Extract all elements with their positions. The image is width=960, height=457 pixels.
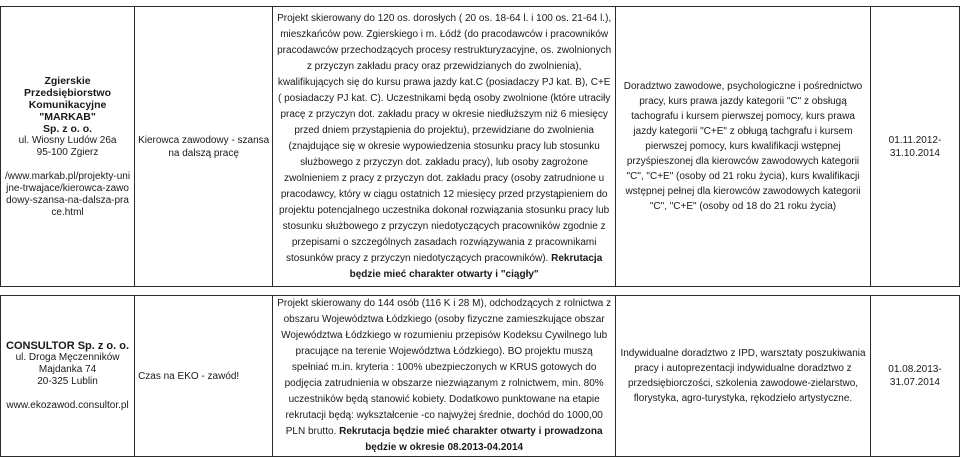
organization-postcode-city: 95-100 Zgierz [36,146,99,158]
support-forms-cell: Doradztwo zawodowe, psychologiczne i pośrednictwo pracy, kurs prawa jazdy kategorii "C" z obsługą tachografu i kursem pierwszej pomocy, kurs prawa jazdy kategorii "C+E" z obługą tachgrafu i kursem pierwszej pomocy, kurs kwalifikacji wstępnej przyśpieszonej dla kierowców zawodowych kategorii "C", "C+E" (osoby od 21 roku życia), kurs kwalifikacji wstępnej pełnej dla kierowców zawodowych kategorii "C", "C+E" (osoby od 18 do 21 roku życia) [616,7,871,287]
organization-name [4,340,131,352]
project-description: Projekt skierowany do 144 osób (116 K i 28 M), odchodzących z rolnictwa z obszaru Województwa Łódzkiego (osoby fizyczne zamieszkujące obszar Województwa Łódzkiego w rozumieniu przepisów Kodeksu Cywilnego lub pracujące na terenie Województwa Łódzkiego). BO projektu muszą spełniać m.in. kryteria : 100% ubezpieczonych w KRUS gotowych do podjęcia zatrudnienia w obszarze niezwiązanym z rolnictwem, min. 80% uczestników będą stanowić kobiety. Dodatkowo punktowane na etapie rekrutacji będą: wykształcenie -co najwyżej średnie, dochód do 1000,00 PLN brutto. [277,298,612,437]
organization-cell [1,296,135,457]
project-period-cell: 01.08.2013-31.07.2014 [870,296,959,457]
recruitment-note: Rekrutacja będzie mieć charakter otwarty i "ciągły" [349,252,603,280]
organization-website-link[interactable]: www.ekozawod.consultor.pl [6,400,129,411]
table-row [1,296,960,457]
organization-street-line2: Majdanka 74 [38,364,97,375]
project-table-row-consultor [0,295,960,457]
project-period-cell: 01.11.2012-31.10.2014 [870,7,959,287]
organization-postcode-city: 20-325 Lublin [37,376,98,387]
recruitment-note: Rekrutacja będzie mieć charakter otwarty i prowadzona będzie w okresie 08.2013-04.2014 [339,426,603,453]
project-title-cell: Czas na EKO - zawód! [135,296,273,457]
organization-name-line: Komunikacyjne "MARKAB" [28,98,107,123]
organization-cell [1,7,135,287]
organization-street: ul. Droga Męczenników [15,352,120,363]
organization-name [4,75,131,135]
table-row [1,7,960,287]
project-table-row-markab [0,6,960,287]
support-forms-cell: Indywidualne doradztwo z IPD, warsztaty poszukiwania pracy i autoprezentacji indywidualne doradztwo z przedsiębiorczości, szkolenia zawodowe-zielarstwo, florystyka, agro-turystyka, rękodzieło artystyczne. [616,296,871,457]
project-description-cell [273,296,616,457]
organization-name-line: Zgierskie Przedsiębiorstwo [24,74,111,99]
project-description: Projekt skierowany do 120 os. dorosłych ( 20 os. 18-64 l. i 100 os. 21-64 l.), mieszkańców pow. Zgierskiego i m. Łódź (do pracodawców i pracowników pracodawców przechodzących procesy restrukturyzacyjne, os. zwolnionych z przyczyn zakładu pracy oraz przewidzianych do zwolnienia), kwalifikujących się do kursu prawa jazdy kat.C (posiadaczy PJ kat. B), C+E ( posiadaczy PJ kat. C). Uczestnikami będą osoby zwolnione (które utraciły pracę z przyczyn dot. zakładu pracy w okresie niedłuższym niż 6 miesięcy przed dniem przystąpienia do projektu), przewidziane do zwolnienia (znajdujące się w okresie wypowiedzenia stosunku pracy lub stosunku służbowego z przyczyn dot. zakładu pracy), lub osoby zagrożone zwolnieniem z pracy z przyczyn dot. zakładu pracy (osoby zatrudnione u pracodawcy, który w ciągu ostatnich 12 miesięcy przed przystąpieniem do projektu potencjalnego uczestnika dokonał rozwiązania stosunku pracy lub stosunku służbowego z przyczyn niedotyczących pracowników zgodnie z przepisami o szczególnych zasadach rozwiązywania z pracownikami stosunków pracy z przyczyn niedotyczących pracowników). [277,12,612,264]
organization-website-link[interactable]: /www.markab.pl/projekty-unijne-trwajace/kierowca-zawodowy-szansa-na-dalsza-prace.html [5,170,131,218]
project-title-cell: Kierowca zawodowy - szansa na dalszą pracę [135,7,273,287]
organization-name-line: Sp. z o. o. [43,122,93,135]
project-description-cell [273,7,616,287]
organization-street: ul. Wiosny Ludów 26a [18,134,117,146]
organization-name-line: CONSULTOR Sp. z o. o. [6,340,130,352]
